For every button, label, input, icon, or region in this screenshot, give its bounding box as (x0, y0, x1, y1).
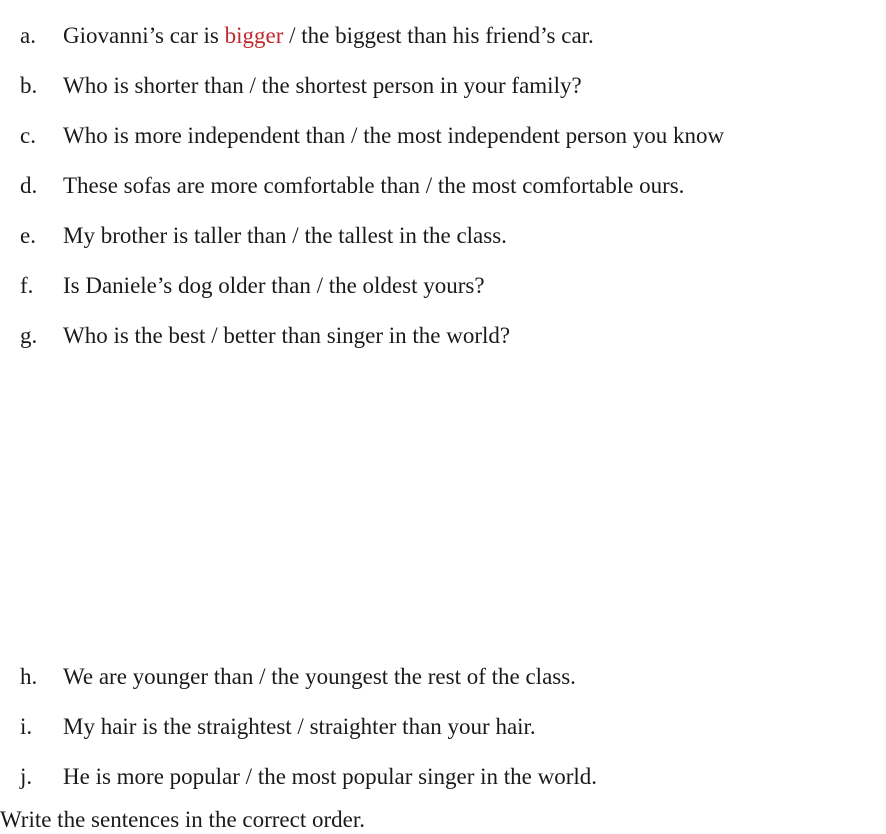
item-text-before: Giovanni’s car is (63, 23, 225, 48)
item-text: My brother is taller than / the tallest in the class. (63, 223, 507, 248)
item-letter: d. (20, 173, 38, 198)
item-text: My hair is the straightest / straighter than your hair. (63, 714, 536, 739)
item-text: Who is the best / better than singer in the world? (63, 323, 511, 348)
item-text: He is more popular / the most popular singer in the world. (63, 764, 598, 789)
item-letter: f. (20, 273, 34, 298)
item-letter: c. (20, 123, 36, 148)
item-text: These sofas are more comfortable than / the most comfortable ours. (63, 173, 685, 198)
selected-answer: bigger (224, 23, 284, 48)
item-text: Who is more independent than / the most independent person you know (63, 123, 725, 148)
item-letter: h. (20, 664, 38, 689)
item-text: Is Daniele’s dog older than / the oldest yours? (63, 273, 485, 298)
item-letter: a. (20, 23, 36, 48)
item-letter: j. (20, 764, 33, 789)
item-text: We are younger than / the youngest the rest of the class. (63, 664, 576, 689)
item-text (63, 22, 594, 50)
item-text-after: / the biggest than his friend’s car. (283, 23, 594, 48)
item-letter: e. (20, 223, 36, 248)
item-text: Who is shorter than / the shortest person in your family? (63, 73, 582, 98)
item-letter: i. (20, 714, 33, 739)
item-letter: g. (20, 323, 38, 348)
item-letter: b. (20, 73, 38, 98)
exercise-instruction: Write the sentences in the correct order. (0, 807, 365, 832)
